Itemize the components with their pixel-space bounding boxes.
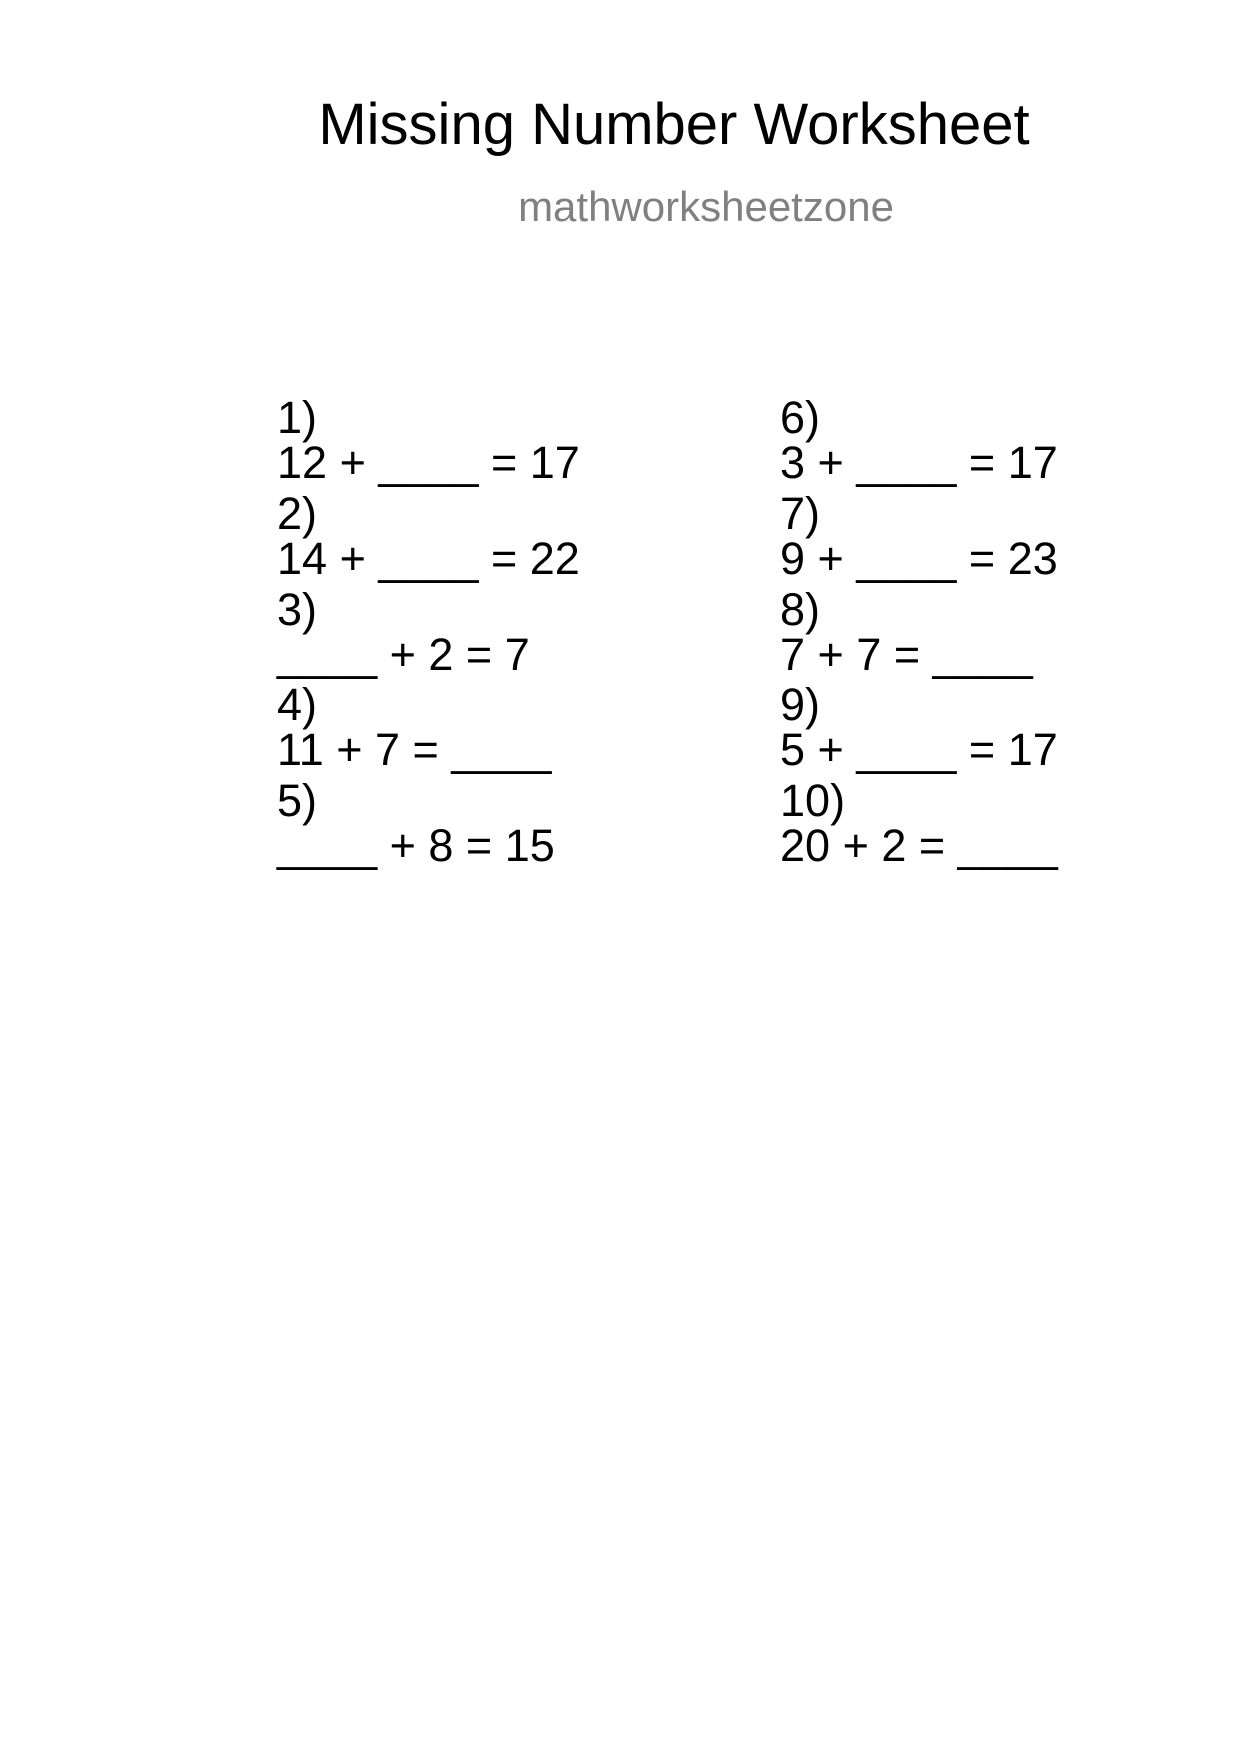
problem-expression: 9 + ____ = 23 bbox=[780, 533, 1058, 584]
problem-expression: ____ + 8 = 15 bbox=[277, 820, 555, 871]
problem-number: 6) bbox=[780, 392, 821, 443]
page-subtitle: mathworksheetzone bbox=[518, 183, 894, 230]
problem-number: 3) bbox=[277, 584, 318, 635]
page-title: Missing Number Worksheet bbox=[318, 92, 1030, 157]
problem-expression: 5 + ____ = 17 bbox=[780, 724, 1058, 775]
problem-number: 7) bbox=[780, 488, 821, 539]
problem-number: 10) bbox=[780, 775, 846, 826]
problem-expression: ____ + 2 = 7 bbox=[277, 629, 530, 680]
problem-number: 2) bbox=[277, 488, 318, 539]
problem-expression: 12 + ____ = 17 bbox=[277, 437, 580, 488]
problem-number: 4) bbox=[277, 679, 318, 730]
problem-expression: 3 + ____ = 17 bbox=[780, 437, 1058, 488]
problem-number: 8) bbox=[780, 584, 821, 635]
problem-expression: 20 + 2 = ____ bbox=[780, 820, 1058, 871]
problem-5 bbox=[202, 733, 555, 913]
problem-expression: 14 + ____ = 22 bbox=[277, 533, 580, 584]
problem-number: 1) bbox=[277, 392, 318, 443]
problem-number: 5) bbox=[277, 775, 318, 826]
problem-10 bbox=[705, 733, 1058, 913]
problem-expression: 7 + 7 = ____ bbox=[780, 629, 1033, 680]
problem-expression: 11 + 7 = ____ bbox=[277, 724, 552, 775]
problem-number: 9) bbox=[780, 679, 821, 730]
